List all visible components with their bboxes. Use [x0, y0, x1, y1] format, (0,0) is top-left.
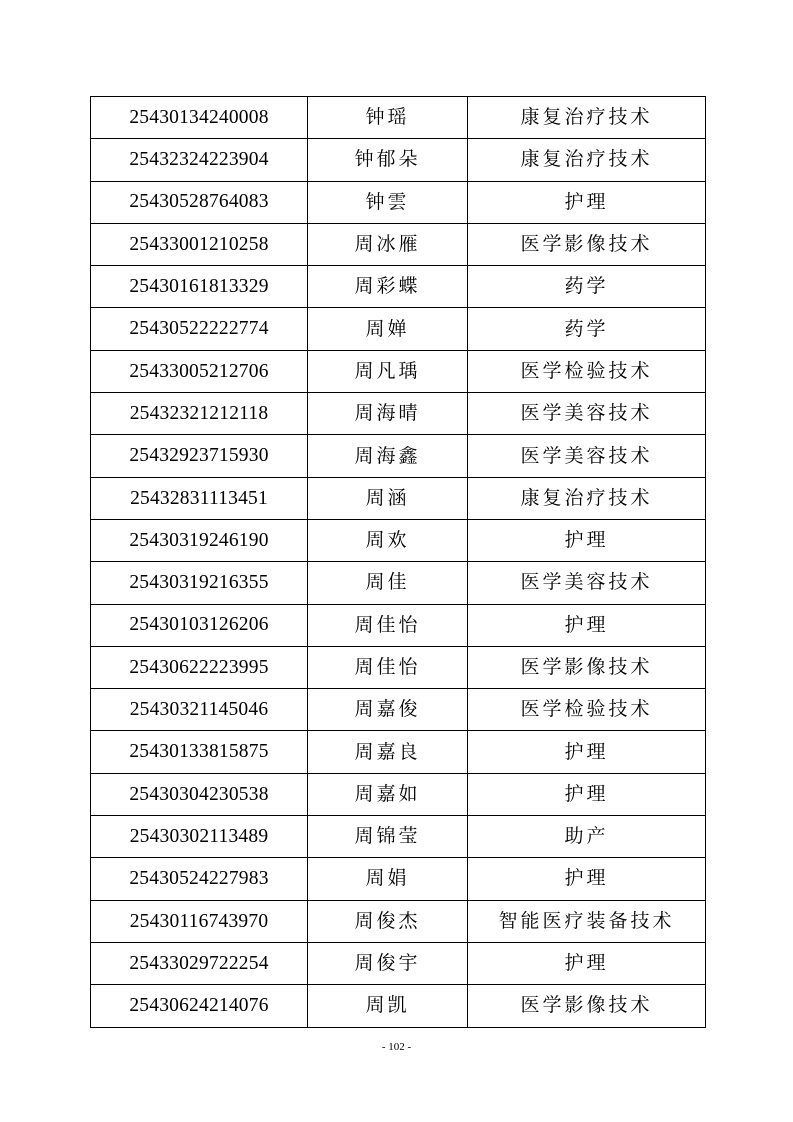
table-row — [91, 181, 706, 223]
student-name-cell: 周彩蝶 — [308, 266, 468, 308]
student-id-cell: 25430622223995 — [91, 646, 308, 688]
student-name-cell: 周冰雁 — [308, 223, 468, 265]
student-name-cell: 周婵 — [308, 308, 468, 350]
page-number: - 102 - — [381, 1041, 412, 1053]
major-cell: 医学影像技术 — [468, 985, 706, 1027]
student-id-cell: 25432923715930 — [91, 435, 308, 477]
major-cell: 康复治疗技术 — [468, 139, 706, 181]
student-name-cell: 周俊宇 — [308, 942, 468, 984]
student-id-cell: 25430134240008 — [91, 97, 308, 139]
student-roster-table — [90, 96, 706, 1028]
major-cell: 护理 — [468, 519, 706, 561]
student-name-cell: 钟瑶 — [308, 97, 468, 139]
table-row — [91, 689, 706, 731]
student-id-cell: 25430319246190 — [91, 519, 308, 561]
student-id-cell: 25430522222774 — [91, 308, 308, 350]
table-row — [91, 646, 706, 688]
major-cell: 康复治疗技术 — [468, 97, 706, 139]
student-id-cell: 25433005212706 — [91, 350, 308, 392]
student-name-cell: 钟雲 — [308, 181, 468, 223]
roster-body — [91, 97, 706, 1028]
student-id-cell: 25430161813329 — [91, 266, 308, 308]
major-cell: 护理 — [468, 181, 706, 223]
student-name-cell: 周俊杰 — [308, 900, 468, 942]
table-row — [91, 816, 706, 858]
table-row — [91, 942, 706, 984]
major-cell: 医学影像技术 — [468, 646, 706, 688]
major-cell: 智能医疗装备技术 — [468, 900, 706, 942]
student-name-cell: 周欢 — [308, 519, 468, 561]
table-row — [91, 266, 706, 308]
student-name-cell: 周凯 — [308, 985, 468, 1027]
major-cell: 医学美容技术 — [468, 562, 706, 604]
major-cell: 护理 — [468, 773, 706, 815]
major-cell: 护理 — [468, 942, 706, 984]
table-row — [91, 393, 706, 435]
major-cell: 护理 — [468, 858, 706, 900]
student-id-cell: 25430133815875 — [91, 731, 308, 773]
student-id-cell: 25430302113489 — [91, 816, 308, 858]
table-row — [91, 435, 706, 477]
major-cell: 药学 — [468, 308, 706, 350]
student-name-cell: 周海晴 — [308, 393, 468, 435]
student-name-cell: 周嘉俊 — [308, 689, 468, 731]
student-id-cell: 25430116743970 — [91, 900, 308, 942]
table-row — [91, 477, 706, 519]
table-row — [91, 97, 706, 139]
table-row — [91, 562, 706, 604]
table-row — [91, 773, 706, 815]
student-name-cell: 周锦莹 — [308, 816, 468, 858]
student-name-cell: 周嘉如 — [308, 773, 468, 815]
major-cell: 药学 — [468, 266, 706, 308]
student-id-cell: 25432324223904 — [91, 139, 308, 181]
student-name-cell: 周嘉良 — [308, 731, 468, 773]
student-id-cell: 25432831113451 — [91, 477, 308, 519]
table-row — [91, 139, 706, 181]
student-id-cell: 25430528764083 — [91, 181, 308, 223]
student-id-cell: 25433001210258 — [91, 223, 308, 265]
student-name-cell: 周海鑫 — [308, 435, 468, 477]
major-cell: 康复治疗技术 — [468, 477, 706, 519]
student-id-cell: 25430319216355 — [91, 562, 308, 604]
student-name-cell: 周佳怡 — [308, 604, 468, 646]
student-name-cell: 钟郁朵 — [308, 139, 468, 181]
major-cell: 医学影像技术 — [468, 223, 706, 265]
student-name-cell: 周凡瑀 — [308, 350, 468, 392]
student-id-cell: 25433029722254 — [91, 942, 308, 984]
table-row — [91, 350, 706, 392]
major-cell: 医学美容技术 — [468, 393, 706, 435]
table-row — [91, 519, 706, 561]
student-id-cell: 25430524227983 — [91, 858, 308, 900]
table-row — [91, 731, 706, 773]
table-row — [91, 604, 706, 646]
major-cell: 医学检验技术 — [468, 689, 706, 731]
student-name-cell: 周佳 — [308, 562, 468, 604]
student-id-cell: 25430103126206 — [91, 604, 308, 646]
student-name-cell: 周佳怡 — [308, 646, 468, 688]
student-id-cell: 25432321212118 — [91, 393, 308, 435]
table-row — [91, 985, 706, 1027]
major-cell: 医学检验技术 — [468, 350, 706, 392]
student-id-cell: 25430321145046 — [91, 689, 308, 731]
table-row — [91, 308, 706, 350]
table-row — [91, 223, 706, 265]
major-cell: 护理 — [468, 604, 706, 646]
major-cell: 医学美容技术 — [468, 435, 706, 477]
student-name-cell: 周涵 — [308, 477, 468, 519]
student-id-cell: 25430624214076 — [91, 985, 308, 1027]
major-cell: 护理 — [468, 731, 706, 773]
student-id-cell: 25430304230538 — [91, 773, 308, 815]
major-cell: 助产 — [468, 816, 706, 858]
table-row — [91, 900, 706, 942]
table-row — [91, 858, 706, 900]
student-name-cell: 周娟 — [308, 858, 468, 900]
